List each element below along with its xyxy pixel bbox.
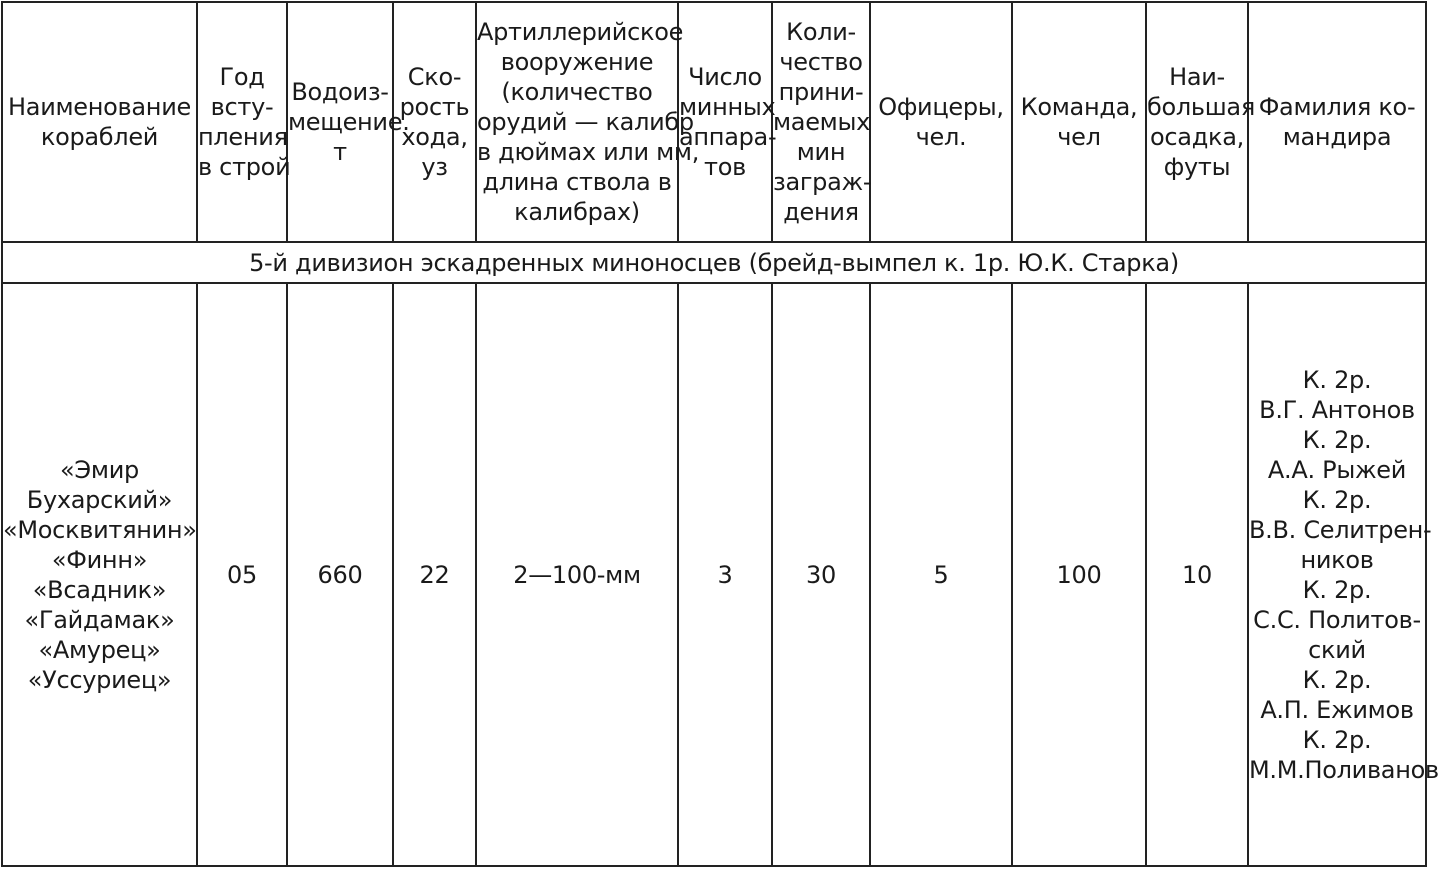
ships-table bbox=[1, 1, 1439, 867]
header-mines-line: Коли- bbox=[786, 18, 856, 46]
header-displacement-line: Водоиз- bbox=[291, 78, 389, 106]
cell-crew: 100 bbox=[1012, 283, 1146, 866]
header-mines-line: мин bbox=[796, 138, 846, 166]
header-draft bbox=[1146, 2, 1255, 242]
header-draft-line: футы bbox=[1163, 153, 1231, 181]
table-row bbox=[2, 283, 1426, 866]
header-mines-line: чество bbox=[779, 48, 863, 76]
header-mines bbox=[772, 2, 870, 242]
cell-displacement: 660 bbox=[287, 283, 393, 866]
header-artillery-line: Артиллерийское bbox=[477, 18, 684, 46]
header-name-line: Наименование bbox=[8, 93, 191, 121]
ship-name-line: «Всадник» bbox=[32, 575, 167, 604]
cell-commanders bbox=[1248, 283, 1439, 866]
header-year-line: всту- bbox=[210, 93, 274, 121]
commander-line: К. 2р. bbox=[1302, 365, 1372, 394]
header-speed-line: Ско- bbox=[407, 63, 462, 91]
ship-name-line: «Эмир bbox=[60, 455, 139, 484]
header-artillery-line: калибрах) bbox=[514, 198, 640, 226]
cell-artillery: 2—100-мм bbox=[476, 283, 678, 866]
commander-line: В.Г. Антонов bbox=[1259, 395, 1415, 424]
header-name bbox=[2, 2, 197, 242]
header-crew-line: чел bbox=[1057, 123, 1101, 151]
header-torpedo-tubes-line: тов bbox=[704, 153, 746, 181]
commander-line: К. 2р. bbox=[1302, 485, 1372, 514]
commander-line: К. 2р. bbox=[1302, 575, 1372, 604]
header-mines-line: дения bbox=[783, 198, 859, 226]
ship-name-line: «Финн» bbox=[51, 545, 148, 574]
commander-line: А.А. Рыжей bbox=[1267, 455, 1407, 484]
header-displacement-line: мещение. bbox=[288, 108, 410, 136]
header-commander-line: мандира bbox=[1282, 123, 1392, 151]
division-row bbox=[2, 242, 1426, 283]
commander-line: ников bbox=[1300, 545, 1374, 574]
commander-line: А.П. Ежимов bbox=[1260, 695, 1414, 724]
header-mines-line: маемых bbox=[773, 108, 871, 136]
header-mines-line: заграж- bbox=[773, 168, 872, 196]
header-crew bbox=[1012, 2, 1146, 242]
header-year-line: пления bbox=[198, 123, 288, 151]
header-speed bbox=[393, 2, 476, 242]
commander-line: К. 2р. bbox=[1302, 425, 1372, 454]
commander-line: М.М.Поливанов bbox=[1249, 755, 1439, 784]
header-artillery-line: орудий — калибр bbox=[477, 108, 694, 136]
cell-draft: 10 bbox=[1146, 283, 1248, 866]
header-commander bbox=[1248, 2, 1426, 242]
commander-line: В.В. Селитрен- bbox=[1249, 515, 1432, 544]
header-officers-line: Офицеры, bbox=[878, 93, 1004, 121]
header-row bbox=[2, 2, 1426, 242]
cell-mines: 30 bbox=[772, 283, 870, 866]
header-torpedo-tubes bbox=[678, 2, 777, 242]
header-torpedo-tubes-line: аппара- bbox=[679, 123, 777, 151]
cell-year: 05 bbox=[197, 283, 287, 866]
header-artillery-line: в дюймах или мм, bbox=[477, 138, 700, 166]
commander-line: К. 2р. bbox=[1302, 665, 1372, 694]
header-displacement-line: т bbox=[333, 138, 347, 166]
header-torpedo-tubes-line: Число bbox=[688, 63, 762, 91]
cell-torpedo-tubes: 3 bbox=[678, 283, 772, 866]
header-name-line: кораблей bbox=[40, 123, 159, 151]
header-year bbox=[197, 2, 291, 242]
header-artillery bbox=[476, 2, 700, 242]
header-artillery-line: длина ствола в bbox=[482, 168, 672, 196]
header-speed-line: рость bbox=[399, 93, 470, 121]
header-displacement bbox=[287, 2, 410, 242]
ship-name-line: «Амурец» bbox=[38, 635, 161, 664]
header-draft-line: Наи- bbox=[1169, 63, 1225, 91]
header-officers bbox=[870, 2, 1012, 242]
commander-line: К. 2р. bbox=[1302, 725, 1372, 754]
cell-officers: 5 bbox=[870, 283, 1012, 866]
ship-name-line: «Гайдамак» bbox=[24, 605, 175, 634]
header-year-line: Год bbox=[219, 63, 265, 91]
header-artillery-line: (количество bbox=[501, 78, 653, 106]
header-year-line: в строй bbox=[198, 153, 291, 181]
cell-speed: 22 bbox=[393, 283, 476, 866]
header-officers-line: чел. bbox=[915, 123, 967, 151]
header-artillery-line: вооружение bbox=[500, 48, 654, 76]
header-draft-line: большая bbox=[1147, 93, 1255, 121]
header-mines-line: прини- bbox=[778, 78, 864, 106]
header-speed-line: хода, bbox=[401, 123, 468, 151]
cell-ship-names bbox=[2, 283, 197, 866]
ship-name-line: «Москвитянин» bbox=[3, 515, 197, 544]
header-speed-line: уз bbox=[421, 153, 448, 181]
ship-name-line: «Уссуриец» bbox=[27, 665, 172, 694]
commander-line: ский bbox=[1308, 635, 1366, 664]
ship-name-line: Бухарский» bbox=[26, 485, 173, 514]
division-title: 5-й дивизион эскадренных миноносцев (брейд-вымпел к. 1р. Ю.К. Старка) bbox=[2, 242, 1426, 283]
header-commander-line: Фамилия ко- bbox=[1258, 93, 1416, 121]
header-crew-line: Команда, bbox=[1020, 93, 1138, 121]
commander-line: С.С. Политов- bbox=[1253, 605, 1421, 634]
header-draft-line: осадка, bbox=[1150, 123, 1244, 151]
header-torpedo-tubes-line: минных bbox=[679, 93, 776, 121]
